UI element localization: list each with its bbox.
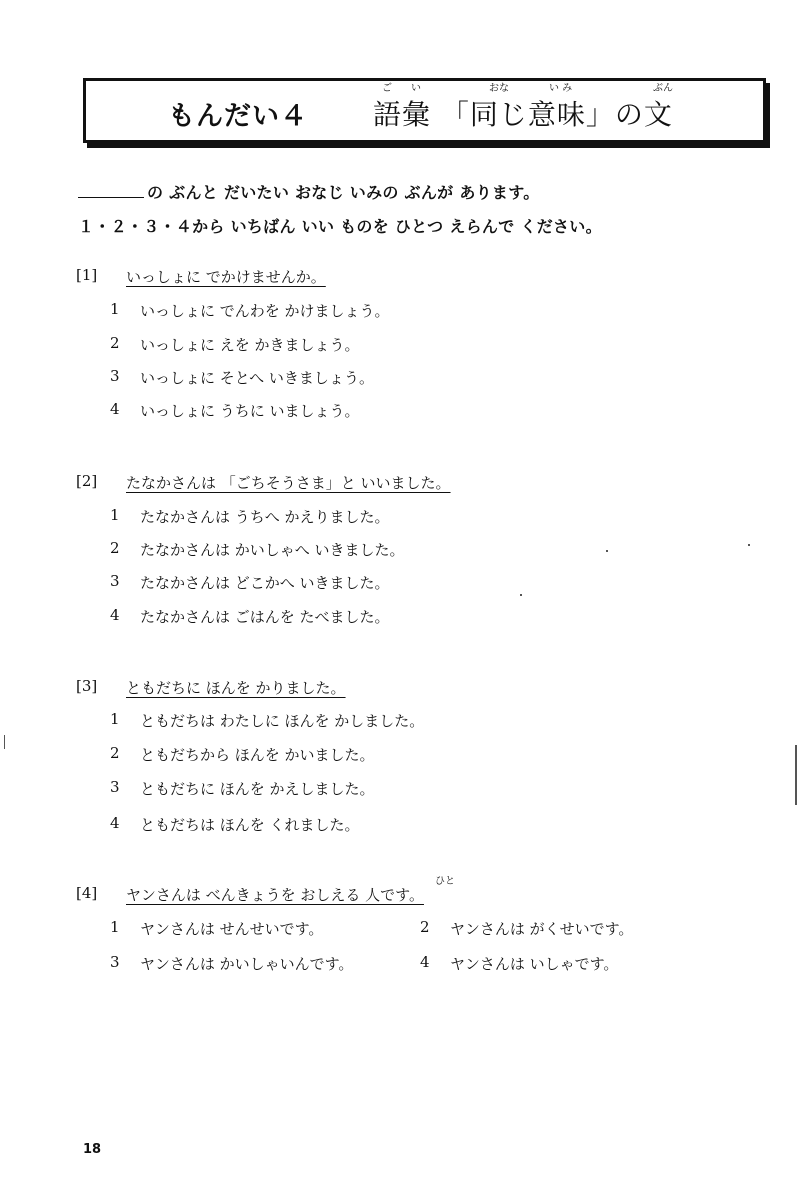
option-number: 3 (110, 778, 120, 796)
option-text: いっしょに うちに いましょう。 (140, 402, 360, 420)
option-number: 1 (110, 918, 120, 936)
option-text: たなかさんは かいしゃへ いきました。 (140, 541, 405, 559)
option-number: 2 (110, 334, 120, 352)
option-number: 1 (110, 710, 120, 728)
option-number: 2 (110, 539, 120, 557)
question-text-4: ヤンさんは べんきょうを おしえる 人です。 (126, 886, 424, 904)
section-label: もんだい４ (168, 101, 308, 132)
page-number: 18 (83, 1142, 102, 1157)
instruction-line-1: の ぶんと だいたい おなじ いみの ぶんが あります。 (78, 180, 540, 203)
option-text: ヤンさんは がくせいです。 (450, 920, 634, 938)
scan-speck (4, 735, 5, 749)
furigana-i: い (411, 83, 421, 94)
question-number-1: [1] (76, 266, 98, 284)
instruction-line-2: １・２・３・４から いちばん いい ものを ひとつ えらんで ください。 (78, 217, 602, 236)
answer-blank (78, 183, 144, 198)
furigana-onaji: おな (489, 83, 509, 94)
question-number-4: [4] (76, 884, 98, 902)
option-number: 3 (110, 367, 120, 385)
option-text: ヤンさんは かいしゃいんです。 (140, 955, 354, 973)
section-title: 語彙 「同じ意味」の文 (373, 98, 673, 131)
scan-speck (606, 550, 608, 552)
option-text: ともだちは わたしに ほんを かしました。 (140, 712, 425, 730)
scan-speck (748, 544, 750, 546)
furigana-bun: ぶん (653, 83, 673, 94)
question-text-3: ともだちに ほんを かりました。 (126, 679, 346, 697)
option-number: 3 (110, 953, 120, 971)
option-text: いっしょに でんわを かけましょう。 (140, 302, 390, 320)
furigana-go: ご (382, 83, 392, 94)
option-number: 4 (110, 606, 120, 624)
question-text-2: たなかさんは 「ごちそうさま」と いいました。 (126, 474, 451, 492)
option-text: ヤンさんは いしゃです。 (450, 955, 619, 973)
option-number: 2 (110, 744, 120, 762)
option-number: 4 (420, 953, 430, 971)
option-text: ともだちから ほんを かいました。 (140, 746, 375, 764)
option-text: たなかさんは うちへ かえりました。 (140, 508, 390, 526)
section-header (83, 78, 766, 143)
option-number: 4 (110, 400, 120, 418)
furigana-imi: い み (549, 83, 573, 94)
question-text-1: いっしょに でかけませんか。 (126, 268, 326, 286)
scan-speck (520, 594, 522, 596)
option-text: ともだちに ほんを かえしました。 (140, 780, 375, 798)
option-number: 4 (110, 814, 120, 832)
option-number: 3 (110, 572, 120, 590)
option-text: いっしょに えを かきましょう。 (140, 336, 360, 354)
option-text: いっしょに そとへ いきましょう。 (140, 369, 374, 387)
option-text: ともだちは ほんを くれました。 (140, 816, 360, 834)
option-text: ヤンさんは せんせいです。 (140, 920, 324, 938)
option-number: 1 (110, 300, 120, 318)
furigana-hito: ひと (435, 876, 455, 887)
option-text: たなかさんは ごはんを たべました。 (140, 608, 390, 626)
option-text: たなかさんは どこかへ いきました。 (140, 574, 390, 592)
question-number-3: [3] (76, 677, 98, 695)
option-number: 2 (420, 918, 430, 936)
question-number-2: [2] (76, 472, 98, 490)
scan-speck (795, 745, 797, 805)
option-number: 1 (110, 506, 120, 524)
